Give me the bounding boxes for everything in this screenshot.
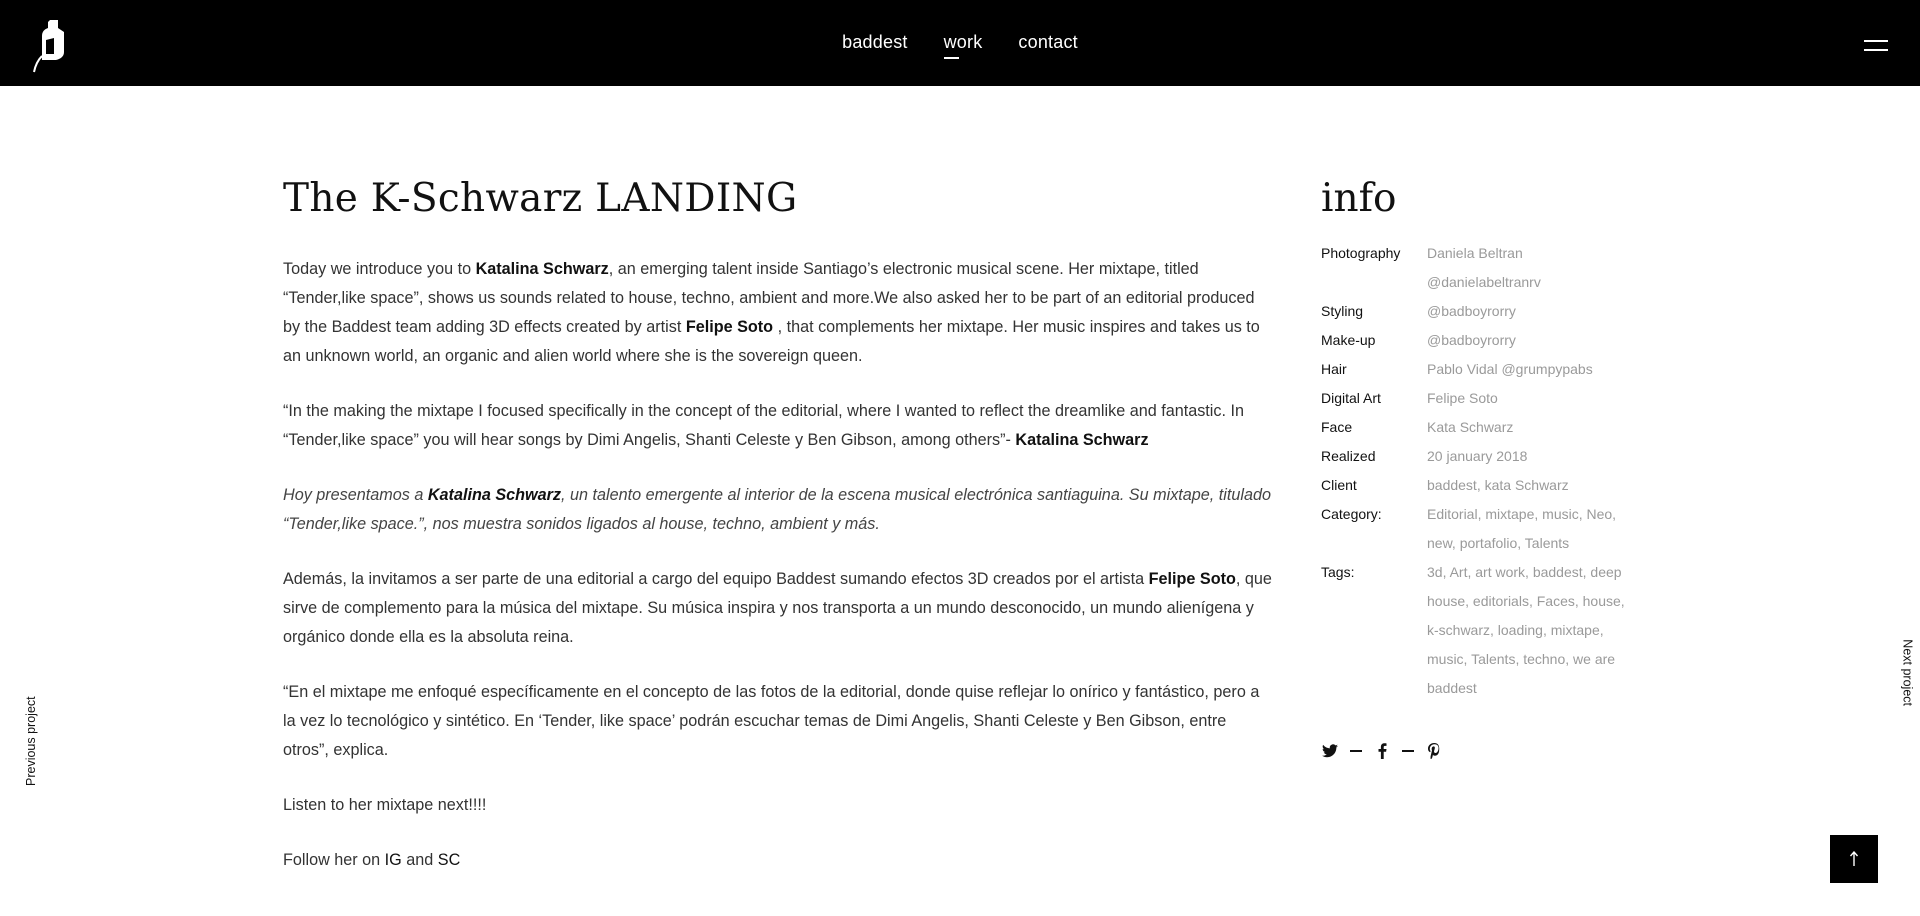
info-row: Face Kata Schwarz [1321, 419, 1514, 435]
next-project-link[interactable]: Next project [1901, 639, 1915, 706]
info-row: Category: Editorial, mixtape, music, Neo, new, portafolio, Talents [1321, 506, 1617, 551]
page-title: The K-Schwarz LANDING [283, 176, 798, 221]
paragraph-follow: Follow her on IG and SC [283, 851, 461, 869]
article [283, 176, 1273, 901]
site-header [0, 0, 1920, 86]
nav-contact[interactable]: contact [1018, 31, 1078, 52]
info-panel [1321, 176, 1641, 703]
info-title: info [1321, 176, 1397, 221]
paragraph-intro: Today we introduce you to Katalina Schwarz, an emerging talent inside Santiago’s electronic musical scene. Her mixtape, titled “Tender,like space”, shows us sounds related to house, techno, ambient and more.We also asked her to be part of an editorial produced by the Baddest team adding 3D effects created by artist Felipe Soto , that complements her mixtape. Her music inspires and takes us to an unknown world, an organic and alien world where she is the sovereign queen. [283, 260, 1260, 365]
share-icons [1321, 742, 1443, 760]
previous-project-link[interactable]: Previous project [24, 696, 38, 786]
info-row: Realized 20 january 2018 [1321, 448, 1528, 464]
nav-baddest[interactable]: baddest [842, 31, 908, 52]
paragraph-listen: Listen to her mixtape next!!!! [283, 796, 487, 814]
paragraph-intro-es: Hoy presentamos a Katalina Schwarz, un talento emergente al interior de la escena musical electrónica santiaguina. Su mixtape, titulado “Tender,like space.”, nos muestra sonidos ligados al house, techno, ambient y más. [283, 486, 1271, 533]
facebook-icon[interactable] [1373, 742, 1391, 760]
info-row: Client baddest, kata Schwarz [1321, 477, 1569, 493]
info-row: Tags: 3d, Art, art work, baddest, deep house, editorials, Faces, house, k-schwarz, loading, mixtape, music, Talents, techno, we are baddest [1321, 564, 1625, 696]
info-row: Photography Daniela Beltran @danielabeltranrv [1321, 245, 1541, 290]
info-row: Styling @badboyrorry [1321, 303, 1516, 319]
info-row: Digital Art Felipe Soto [1321, 390, 1498, 406]
paragraph-editorial-es: Además, la invitamos a ser parte de una editorial a cargo del equipo Baddest sumando efectos 3D creados por el artista Felipe Soto, que sirve de complemento para la música del mixtape. Su música inspira y nos transporta a un mundo desconocido, un mundo alienígena y orgánico donde ella es la absoluta reina. [283, 570, 1272, 646]
sc-link[interactable]: SC [437, 851, 461, 869]
arrow-up-icon [1849, 851, 1859, 867]
paragraph-quote-en: “In the making the mixtape I focused specifically in the concept of the editorial, where I wanted to reflect the dreamlike and fantastic. In “Tender,like space” you will hear songs by Dimi Angelis, Shanti Celeste y Ben Gibson, among others”- Katalina Schwarz [283, 402, 1244, 449]
twitter-icon[interactable] [1321, 742, 1339, 760]
pinterest-icon[interactable] [1425, 742, 1443, 760]
nav-work[interactable]: work [944, 32, 983, 55]
main-nav [0, 0, 1920, 86]
info-row: Hair Pablo Vidal @grumpypabs [1321, 361, 1593, 377]
ig-link[interactable]: IG [384, 851, 402, 869]
paragraph-quote-es: “En el mixtape me enfoqué específicamente en el concepto de las fotos de la editorial, donde quise reflejar lo onírico y fantástico, pero a la vez lo tecnológico y sintético. En ‘Tender, like space’ podrán escuchar temas de Dimi Angelis, Shanti Celeste y Ben Gibson, entre otros”, explica. [283, 683, 1260, 759]
info-row: Make-up @badboyrorry [1321, 332, 1516, 348]
hamburger-menu-icon[interactable] [1864, 40, 1888, 54]
back-to-top-button[interactable] [1830, 835, 1878, 883]
